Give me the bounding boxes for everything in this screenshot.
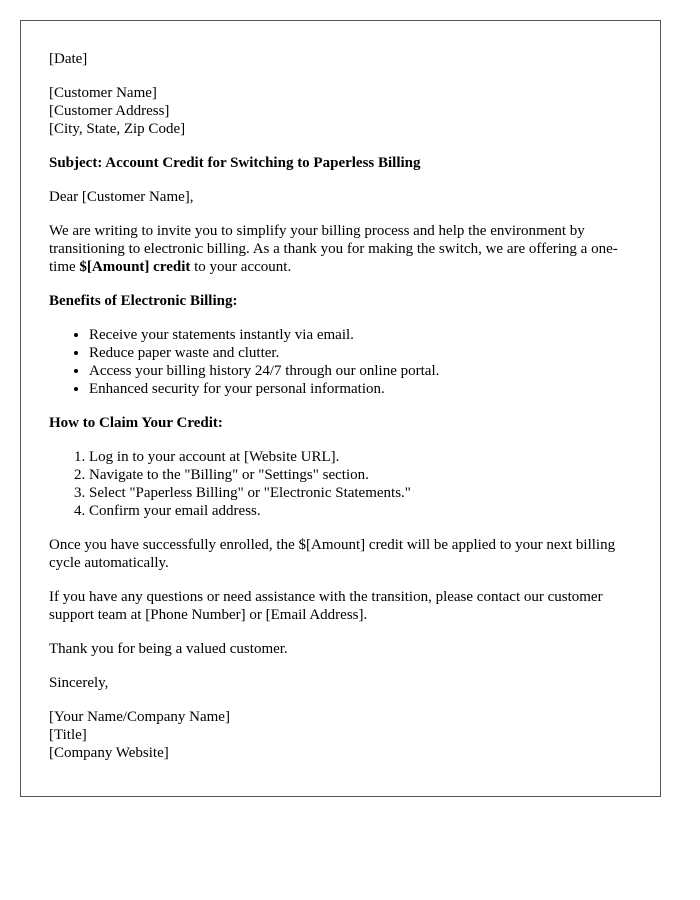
- intro-text-after: to your account.: [190, 259, 292, 275]
- benefit-item: • Enhanced security for your personal information.: [89, 380, 632, 398]
- letter: [20, 20, 661, 797]
- recipient-block: [49, 84, 632, 138]
- intro-paragraph: [49, 222, 632, 276]
- recipient-address: [Customer Address]: [49, 103, 170, 119]
- thanks-paragraph: Thank you for being a valued customer.: [49, 641, 288, 657]
- claim-steps-list: [49, 448, 632, 520]
- signature-website: [Company Website]: [49, 745, 169, 761]
- letter-subject: Subject: Account Credit for Switching to Paperless Billing: [49, 155, 421, 171]
- closing: Sincerely,: [49, 675, 109, 691]
- intro-text-before: We are writing to invite you to simplify your billing process and help the environment by transitioning to electronic billing. As a thank you for making the switch, we are offering a one-time: [49, 223, 618, 275]
- benefits-list: [49, 326, 632, 398]
- recipient-city-state-zip: [City, State, Zip Code]: [49, 121, 186, 137]
- salutation: Dear [Customer Name],: [49, 189, 194, 205]
- letter-date: [Date]: [49, 51, 88, 67]
- claim-step: 1. Log in to your account at [Website URL].: [89, 448, 632, 466]
- signature-name: [Your Name/Company Name]: [49, 709, 230, 725]
- recipient-name: [Customer Name]: [49, 85, 157, 101]
- claim-heading: How to Claim Your Credit:: [49, 415, 223, 431]
- claim-step: 2. Navigate to the "Billing" or "Settings" section.: [89, 466, 632, 484]
- claim-step: 4. Confirm your email address.: [89, 502, 632, 520]
- signature-block: [49, 708, 632, 762]
- claim-step: 3. Select "Paperless Billing" or "Electronic Statements.": [89, 484, 632, 502]
- benefit-item: • Reduce paper waste and clutter.: [89, 344, 632, 362]
- signature-title: [Title]: [49, 727, 87, 743]
- benefits-heading: Benefits of Electronic Billing:: [49, 293, 238, 309]
- enrolled-paragraph: Once you have successfully enrolled, the $[Amount] credit will be applied to your next billing cycle automatically.: [49, 537, 616, 571]
- benefit-item: • Access your billing history 24/7 through our online portal.: [89, 362, 632, 380]
- questions-paragraph: If you have any questions or need assistance with the transition, please contact our customer support team at [Phone Number] or [Email Address].: [49, 589, 603, 623]
- benefit-item: • Receive your statements instantly via email.: [89, 326, 632, 344]
- intro-credit-amount: $[Amount] credit: [79, 259, 191, 275]
